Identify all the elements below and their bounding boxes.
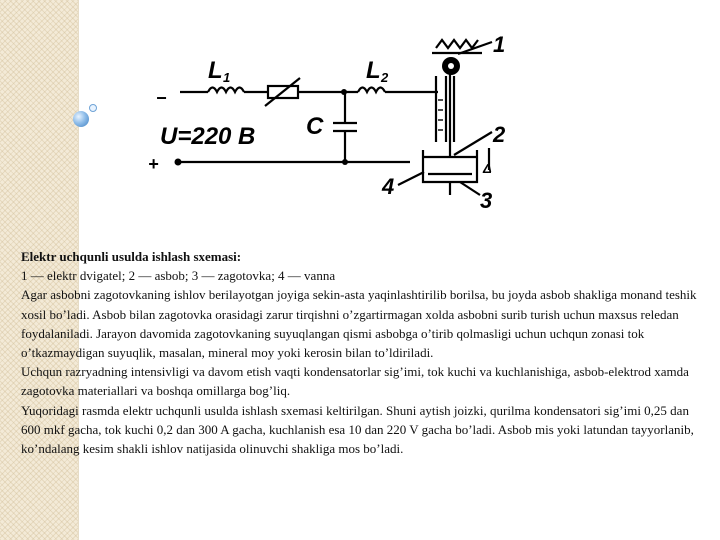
label-voltage: U=220 B: [160, 123, 256, 150]
label-gap-delta: Δ: [483, 161, 492, 176]
label-part-2: 2: [493, 122, 506, 147]
label-capacitor: C: [306, 113, 324, 140]
edm-circuit-schematic: [140, 30, 510, 215]
description-text: [21, 247, 701, 458]
decorative-bubble-small: [89, 104, 97, 112]
label-l1: L: [208, 57, 223, 84]
leader-2: [454, 132, 492, 155]
inductor-l1: [208, 88, 244, 93]
decorative-bubble-large: [73, 111, 89, 127]
label-l2-sub: 2: [381, 70, 389, 85]
resistor-arrow: [265, 78, 300, 106]
motor-pulley-hub: [448, 63, 454, 69]
leader-4: [398, 172, 424, 185]
label-minus: −: [156, 88, 167, 108]
paragraph-1: Agar asbobni zagotovkaning ishlov berilayotgan joyiga sekin-asta yaqinlashtirilib borilsa, bu joyda asbob shakliga monand teshik xosil bo’ladi. Asbob bilan zagotovka orasidagi zarur tirqishni o’zgartirmagan xolda asbobni surib turish uchun maxsus reledan foydalaniladi. Jarayon davomida zagotovkaning suyuqlangan qismi asbobga o’tirib qolmasligi uchun uchqun zonasi tok o’tkazmaydigan suyuqlik, masalan, mineral moy yoki kerosin bilan to’ldiriladi.: [21, 287, 697, 361]
inductor-l2: [358, 88, 385, 93]
label-plus: +: [148, 154, 159, 174]
junction-top: [341, 89, 347, 95]
label-l1-sub: 1: [223, 70, 231, 85]
terminal-plus: [175, 159, 182, 166]
caption-title: Elektr uchqunli usulda ishlash sxemasi:: [21, 249, 242, 264]
paragraph-2: Uchqun razryadning intensivligi va davom etish vaqti kondensatorlar sig’imi, tok kuchi va kuchlanishiga, asbob-elektrod xamda zagotovka materiallari va boshqa omillarga bog’liq.: [21, 364, 689, 399]
label-l2: L: [366, 57, 381, 84]
caption-legend: 1 — elektr dvigatel; 2 — asbob; 3 — zagotovka; 4 — vanna: [21, 268, 336, 284]
paragraph-3: Yuqoridagi rasmda elektr uchqunli usulda ishlash sxemasi keltirilgan. Shuni aytish joizki, qurilma kondensatori sig’imi 0,25 dan 600 mkf gacha, tok kuchi 0,2 dan 300 A gacha, kuchlanish esa 10 dan 220 V gacha bo’ladi. Asbob mis yoki latundan tayyorlanib, ko’ndalang kesim shakli ishlov natijasida olinuvchi shakliga mos bo’ladi.: [21, 402, 694, 457]
motor-coil: [436, 40, 478, 48]
leader-3: [460, 182, 480, 195]
junction-bottom: [342, 159, 348, 165]
label-part-3: 3: [480, 188, 493, 213]
label-part-1: 1: [493, 32, 506, 57]
label-part-4: 4: [382, 174, 395, 199]
